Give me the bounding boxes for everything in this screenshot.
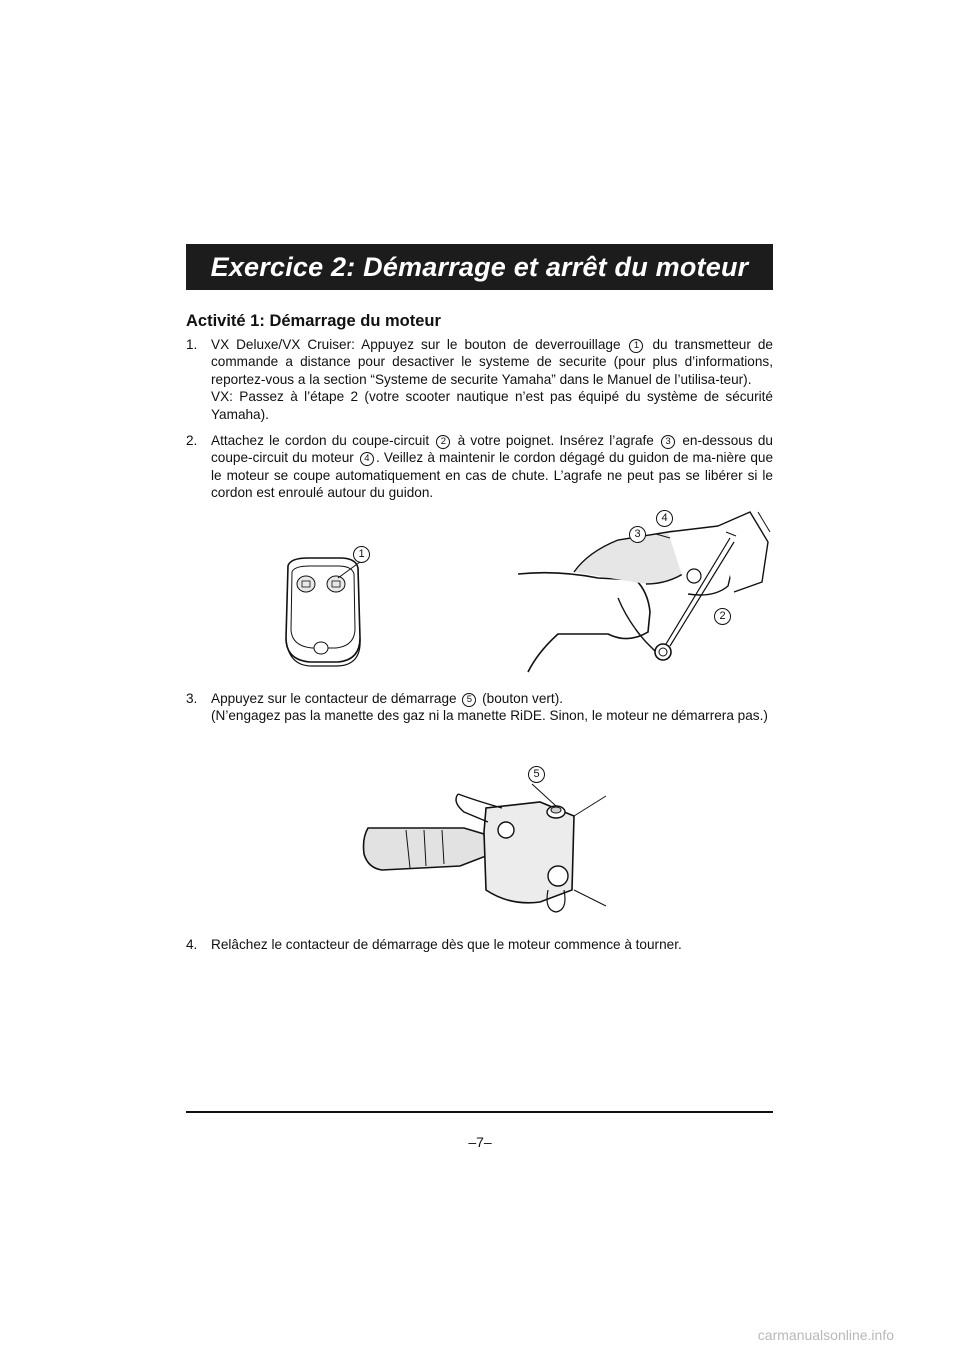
reference-marker: 3 xyxy=(661,435,675,449)
step-number: 2. xyxy=(186,433,198,448)
step-text: du transmetteur de commande a distance pour desactiver le systeme de securite (pour plus d’informations, reportez-vous a la section “Systeme de securite Yamaha” dans le Manuel de l’utilisa-teur). xyxy=(211,337,773,387)
handlebar-cord-illustration xyxy=(518,502,780,680)
step-text: Appuyez sur le contacteur de démarrage xyxy=(211,691,457,706)
step-text: à votre poignet. Insérez l’agrafe xyxy=(457,433,654,448)
step-number: 4. xyxy=(186,937,198,952)
footer-rule xyxy=(186,1111,773,1113)
start-switch-illustration xyxy=(360,772,610,918)
page-number: –7– xyxy=(468,1134,492,1150)
step-number: 3. xyxy=(186,691,198,706)
watermark: carmanualsonline.info xyxy=(757,1327,894,1343)
step-4 xyxy=(186,936,773,953)
step-number: 1. xyxy=(186,337,198,352)
step-note: VX: Passez à l’étape 2 (votre scooter nautique n’est pas équipé du système de sécurité Yamaha). xyxy=(211,389,773,422)
step-text: en-dessous du coupe-circuit du moteur xyxy=(211,433,773,466)
step-text: Attachez le cordon du coupe-circuit xyxy=(211,433,430,448)
step-text: (bouton vert). xyxy=(482,691,564,706)
step-note: (N’engagez pas la manette des gaz ni la manette RiDE. Sinon, le moteur ne démarrera pas.) xyxy=(211,708,768,724)
step-2 xyxy=(186,432,773,502)
reference-marker: 1 xyxy=(629,339,643,353)
step-text: Relâchez le contacteur de démarrage dès que le moteur commence à tourner. xyxy=(211,937,682,952)
activity-title: Activité 1: Démarrage du moteur xyxy=(186,312,441,330)
section-banner xyxy=(186,244,773,290)
page-title: Exercice 2: Démarrage et arrêt du moteur xyxy=(210,251,749,282)
reference-marker: 4 xyxy=(360,452,374,466)
step-3 xyxy=(186,690,773,725)
callout-3: 3 xyxy=(629,526,646,543)
callout-2: 2 xyxy=(714,608,731,625)
reference-marker: 2 xyxy=(436,435,450,449)
reference-marker: 5 xyxy=(462,693,476,707)
step-text: . Veillez à maintenir le cordon dégagé du guidon de ma-nière que le moteur se coupe automatiquement en cas de chute. L’agrafe ne peut pas se libérer si le cordon est enroulé autour du guidon. xyxy=(211,450,773,501)
step-1 xyxy=(186,336,773,423)
callout-4: 4 xyxy=(656,510,673,527)
step-text: VX Deluxe/VX Cruiser: Appuyez sur le bouton de deverrouillage xyxy=(211,337,621,352)
callout-5: 5 xyxy=(528,766,545,783)
remote-transmitter-illustration xyxy=(268,538,388,668)
callout-1: 1 xyxy=(353,546,370,563)
